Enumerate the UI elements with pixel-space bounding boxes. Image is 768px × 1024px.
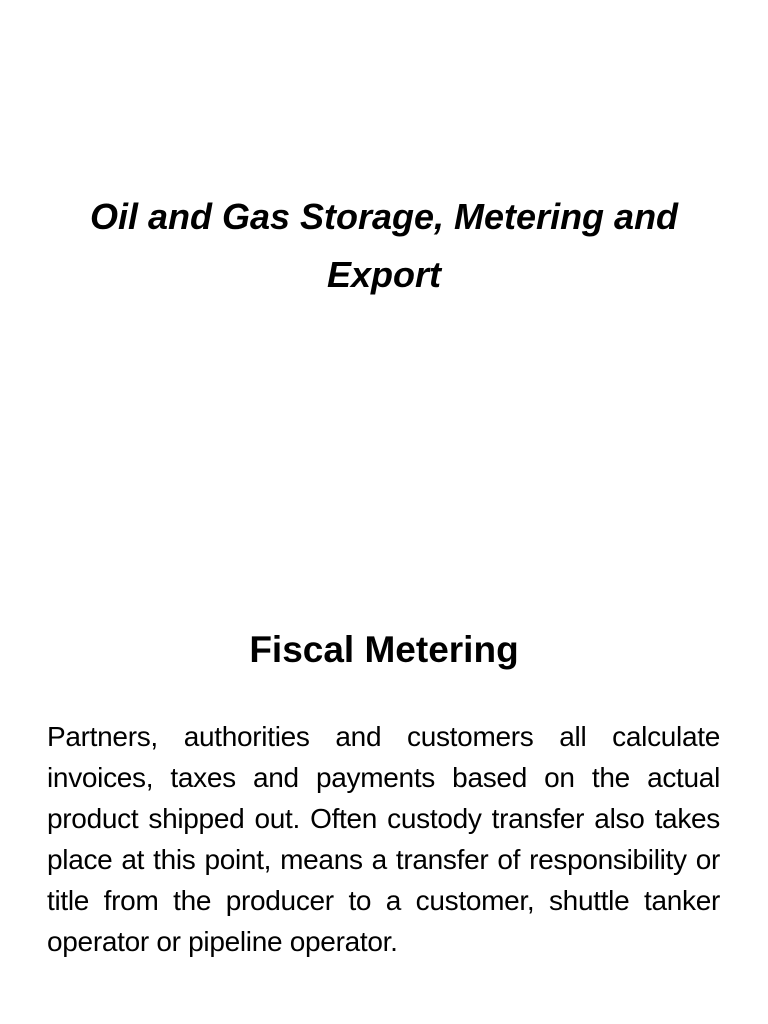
- slide-title: Oil and Gas Storage, Metering and Export: [89, 196, 679, 295]
- section-heading: Fiscal Metering: [249, 629, 519, 670]
- body-paragraph: Partners, authorities and customers all calculate invoices, taxes and payments based on the actual product shipped out. Often custody transfer also takes place at this point, means a transfer of responsibility or title from the producer to a customer, shuttle tanker operator or pipeline operator.: [47, 721, 720, 957]
